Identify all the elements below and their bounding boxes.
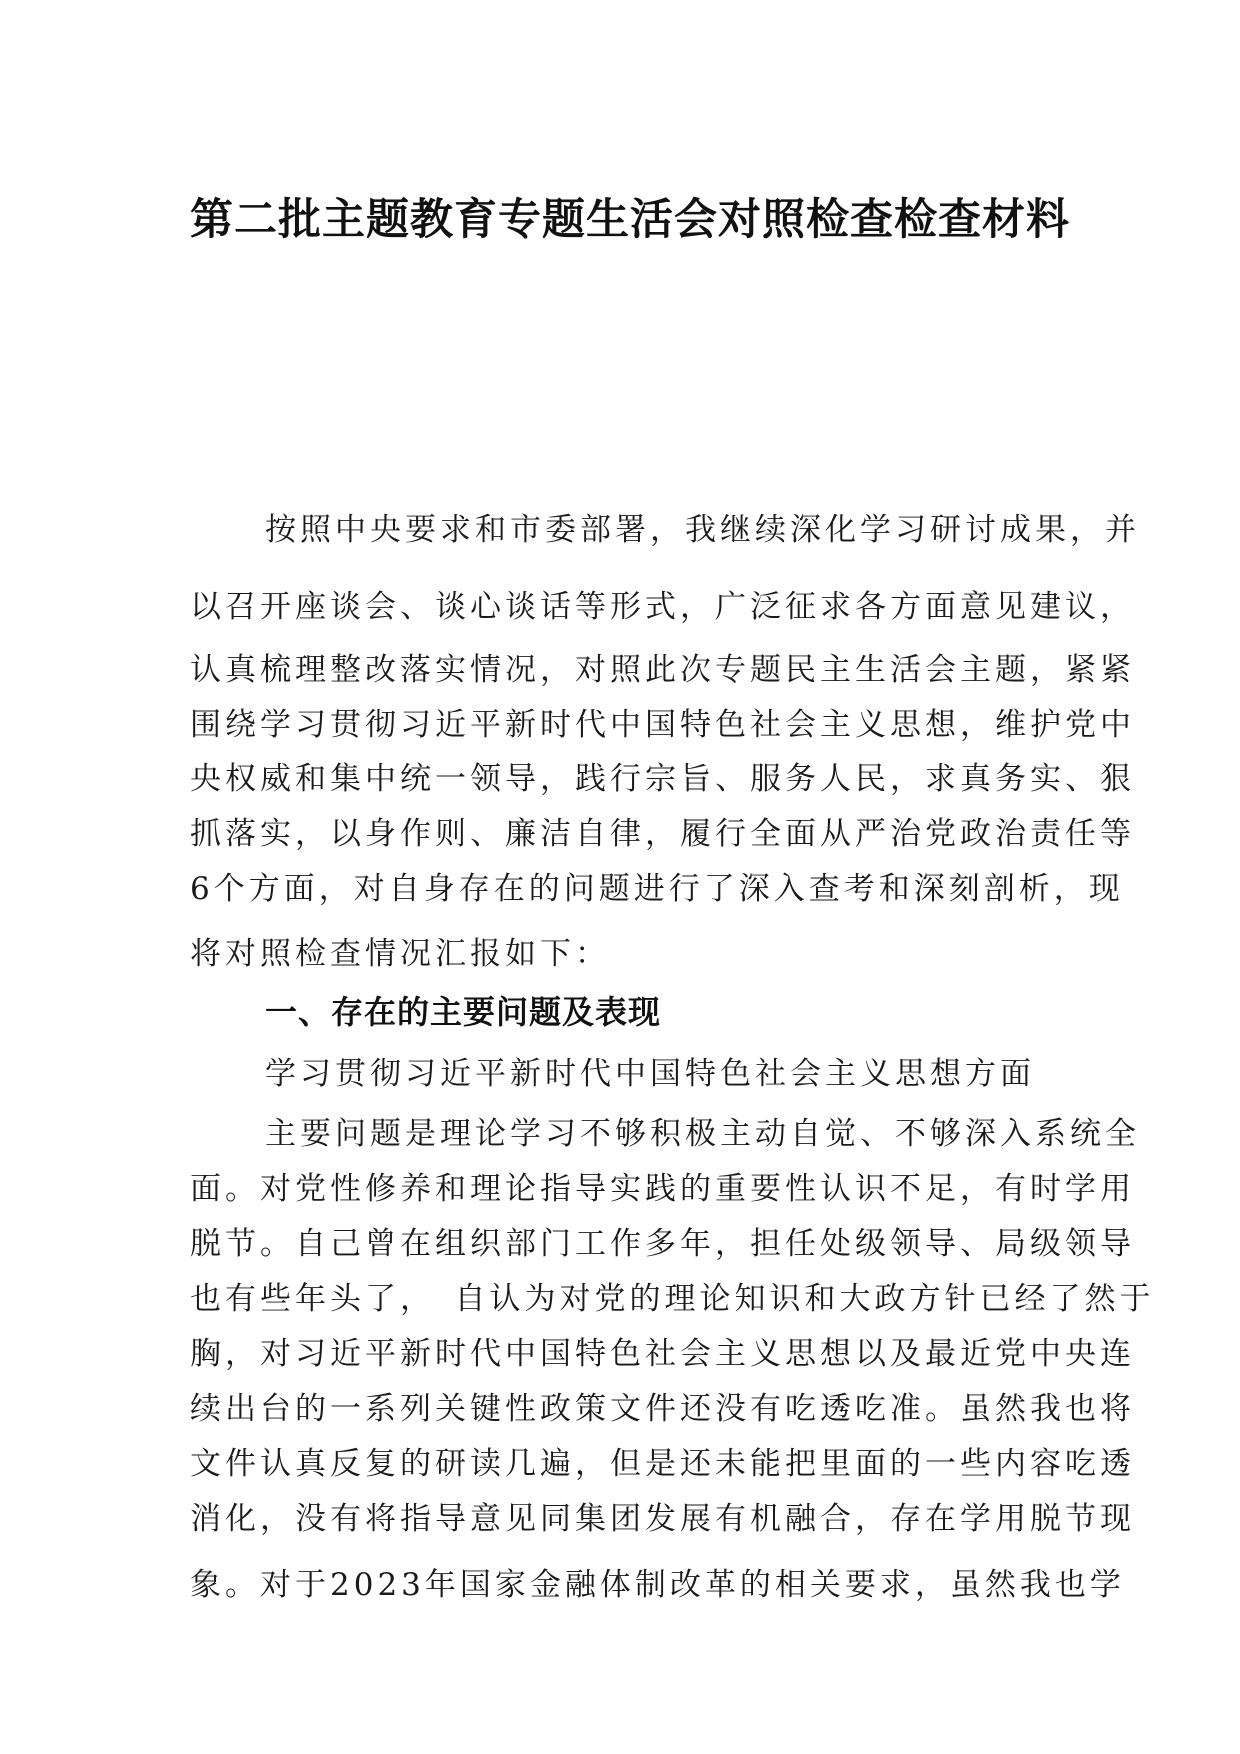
intro-line: 以召开座谈会、谈心谈话等形式，广泛征求各方面意见建议， [190, 589, 1135, 625]
body-line: 也有些年头了， 自认为对党的理论知识和大政方针已经了然于 [190, 1281, 1155, 1317]
intro-line: 将对照检查情况汇报如下： [190, 936, 610, 972]
body-line: 文件认真反复的研读几遍，但是还未能把里面的一些内容吃透 [190, 1446, 1135, 1482]
body-line: 消化，没有将指导意见同集团发展有机融合，存在学用脱节现 [190, 1501, 1135, 1537]
intro-line: 围绕学习贯彻习近平新时代中国特色社会主义思想，维护党中 [190, 707, 1135, 743]
intro-line: 抓落实，以身作则、廉洁自律，履行全面从严治党政治责任等 [190, 816, 1135, 852]
intro-line: 央权威和集中统一领导，践行宗旨、服务人民，求真务实、狠 [190, 761, 1135, 797]
body-line: 续出台的一系列关键性政策文件还没有吃透吃准。虽然我也将 [190, 1391, 1135, 1427]
intro-line: 认真梳理整改落实情况，对照此次专题民主生活会主题，紧紧 [190, 652, 1135, 688]
body-line: 面。对党性修养和理论指导实践的重要性认识不足，有时学用 [190, 1171, 1135, 1207]
body-line: 象。对于2023年国家金融体制改革的相关要求，虽然我也学 [190, 1567, 1125, 1603]
page-title: 第二批主题教育专题生活会对照检查检查材料 [190, 195, 1070, 245]
body-line: 脱节。自己曾在组织部门工作多年，担任处级领导、局级领导 [190, 1226, 1135, 1262]
subheading: 学习贯彻习近平新时代中国特色社会主义思想方面 [265, 1056, 1035, 1092]
section-heading: 一、存在的主要问题及表现 [265, 993, 662, 1031]
body-line: 胸，对习近平新时代中国特色社会主义思想以及最近党中央连 [190, 1336, 1135, 1372]
intro-line: 按照中央要求和市委部署，我继续深化学习研讨成果，并 [265, 512, 1140, 548]
body-line: 主要问题是理论学习不够积极主动自觉、不够深入系统全 [265, 1116, 1140, 1152]
intro-line: 6个方面，对自身存在的问题进行了深入查考和深刻剖析，现 [190, 871, 1124, 907]
